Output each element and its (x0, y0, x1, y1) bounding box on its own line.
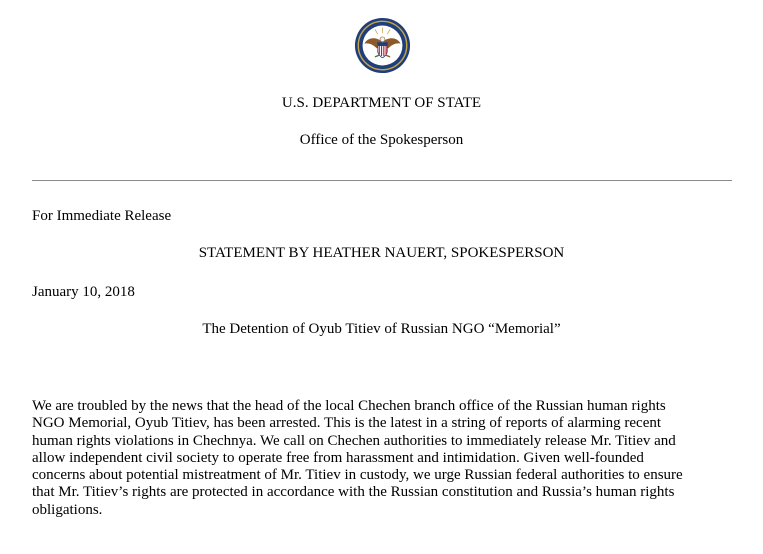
divider (32, 180, 732, 181)
body-line: NGO Memorial, Oyub Titiev, has been arrested. This is the latest in a string of reports of alarming recent (32, 415, 662, 432)
statement-title: STATEMENT BY HEATHER NAUERT, SPOKESPERSON (198, 245, 565, 261)
statement-headline: The Detention of Oyub Titiev of Russian NGO “Memorial” (202, 321, 561, 337)
state-department-seal-icon (354, 17, 411, 74)
release-date: January 10, 2018 (32, 284, 135, 300)
body-line: allow independent civil society to operate free from harassment and intimidation. Given well-founded (32, 449, 644, 466)
body-line: concerns about potential mistreatment of Mr. Titiev in custody, we urge Russian federal authorities to ensure (32, 467, 683, 484)
body-line: human rights violations in Chechnya. We call on Chechen authorities to immediately release Mr. Titiev and (32, 432, 676, 449)
body-line: obligations. (32, 501, 103, 518)
statement-body (32, 398, 737, 519)
body-line: We are troubled by the news that the head of the local Chechen branch office of the Russian human rights (32, 398, 666, 414)
department-heading: U.S. DEPARTMENT OF STATE (281, 95, 482, 111)
body-line: that Mr. Titiev’s rights are protected in accordance with the Russian constitution and Russia’s human rights (32, 484, 675, 501)
release-label: For Immediate Release (32, 208, 172, 224)
office-heading: Office of the Spokesperson (299, 132, 464, 148)
